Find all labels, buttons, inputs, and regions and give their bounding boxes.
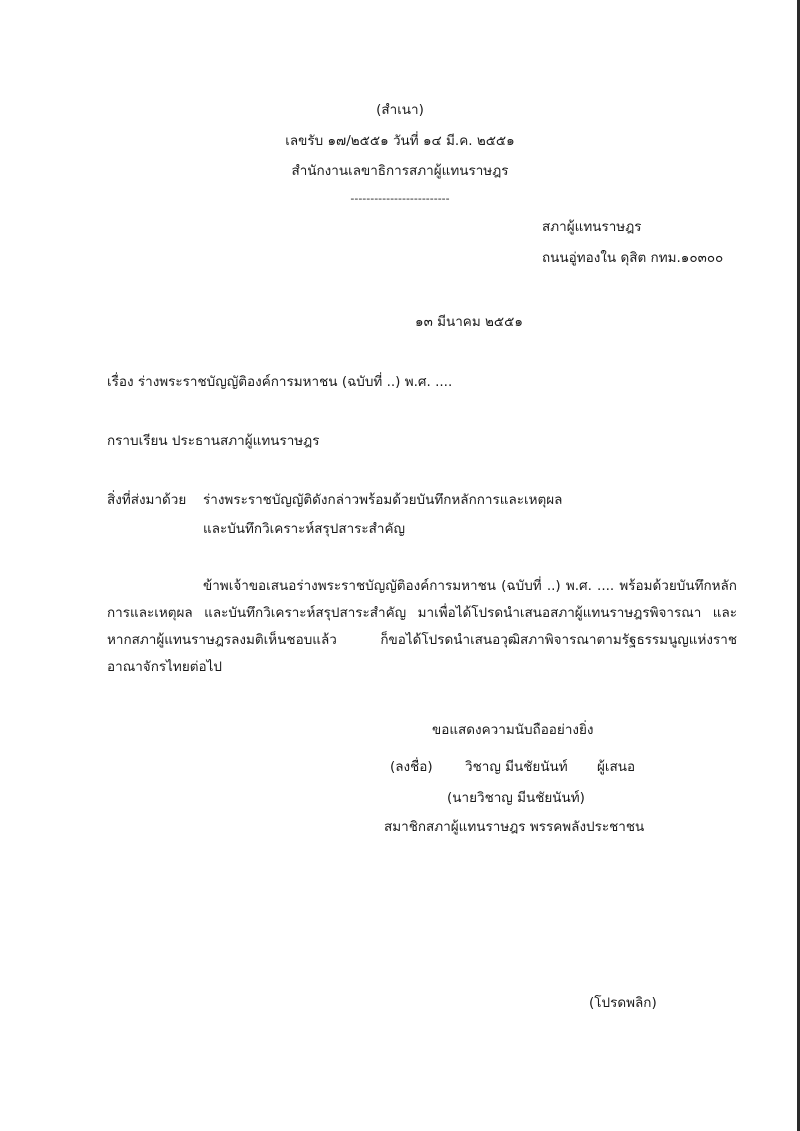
- letter-date: ๑๓ มีนาคม ๒๕๕๑: [415, 314, 523, 330]
- enclosure-line-1: ร่างพระราชบัญญัติดังกล่าวพร้อมด้วยบันทึกหลักการและเหตุผล: [203, 492, 563, 508]
- turn-over-note: (โปรดพลิก): [589, 995, 657, 1011]
- closing-regards: ขอแสดงความนับถืออย่างยิ่ง: [432, 722, 594, 738]
- signature-name: วิชาญ มีนชัยนันท์: [465, 759, 568, 775]
- signer-position: สมาชิกสภาผู้แทนราษฎร พรรคพลังประชาชน: [384, 819, 645, 835]
- salutation: กราบเรียน ประธานสภาผู้แทนราษฎร: [107, 433, 320, 449]
- body-paragraph: ข้าพเจ้าขอเสนอร่างพระราชบัญญัติองค์การมหาชน (ฉบับที่ ..) พ.ศ. .... พร้อมด้วยบันทึกหลักการและเหตุผล และบันทึกวิเคราะห์สรุปสาระสำคัญ มาเพื่อได้โปรดนำเสนอสภาผู้แทนราษฎรพิจารณา และหากสภาผู้แทนราษฎรลงมติเห็นชอบแล้ว ก็ขอได้โปรดนำเสนอวุฒิสภาพิจารณาตามรัฐธรรมนูญแห่งราชอาณาจักรไทยต่อไป: [107, 578, 737, 675]
- subject-line: เรื่อง ร่างพระราชบัญญัติองค์การมหาชน (ฉบับที่ ..) พ.ศ. ....: [107, 374, 453, 390]
- office-name: สำนักงานเลขาธิการสภาผู้แทนราษฎร: [291, 163, 509, 179]
- header-divider: -------------------------: [350, 192, 450, 205]
- signer-role: ผู้เสนอ: [597, 759, 636, 775]
- signer-full-name: (นายวิชาญ มีนชัยนันท์): [447, 790, 585, 806]
- address-line-1: สภาผู้แทนราษฎร: [542, 219, 642, 235]
- enclosure-label: สิ่งที่ส่งมาด้วย: [107, 492, 187, 508]
- enclosure-line-2: และบันทึกวิเคราะห์สรุปสาระสำคัญ: [203, 521, 406, 537]
- receipt-number: เลขรับ ๑๗/๒๕๕๑ วันที่ ๑๔ มี.ค. ๒๕๕๑: [285, 133, 515, 149]
- copy-mark: (สำเนา): [376, 102, 424, 118]
- sign-label: (ลงชื่อ): [390, 759, 433, 775]
- address-line-2: ถนนอู่ทองใน ดุสิต กทม.๑๐๓๐๐: [542, 250, 724, 266]
